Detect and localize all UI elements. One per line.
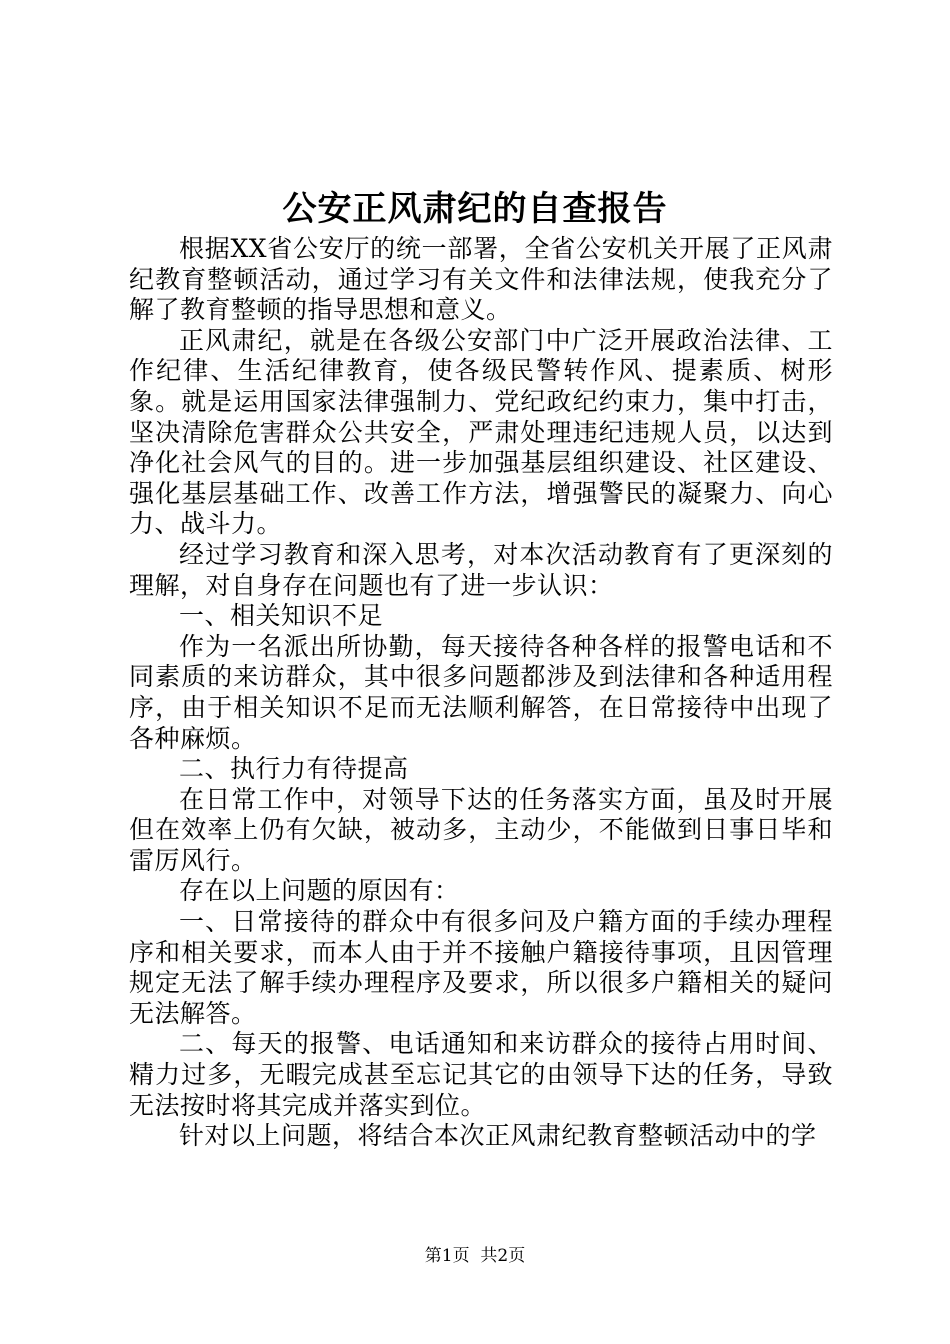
paragraph-intro: 根据XX省公安厅的统一部署，全省公安机关开展了正风肃纪教育整顿活动，通过学习有关文件和法律法规，使我充分了解了教育整顿的指导思想和意义。: [129, 234, 833, 325]
section-heading-execution: 二、执行力有待提高: [179, 754, 409, 784]
paragraph-reflection: 经过学习教育和深入思考，对本次活动教育有了更深刻的理解，对自身存在问题也有了进一步认识：: [129, 539, 833, 600]
document-title: 公安正风肃纪的自查报告: [282, 189, 668, 229]
paragraph-knowledge: 作为一名派出所协勤，每天接待各种各样的报警电话和不同素质的来访群众，其中很多问题都涉及到法律和各种适用程序，由于相关知识不足而无法顺利解答，在日常接待中出现了各种麻烦。: [129, 631, 833, 753]
page-footer: [0, 1244, 950, 1268]
page-number-total: 共2页: [480, 1246, 526, 1266]
paragraph-cause-two: 二、每天的报警、电话通知和来访群众的接待占用时间、精力过多，无暇完成甚至忘记其它的由领导下达的任务，导致无法按时将其完成并落实到位。: [129, 1029, 833, 1120]
document-body: [129, 234, 833, 1152]
paragraph-measures: 针对以上问题，将结合本次正风肃纪教育整顿活动中的学: [179, 1121, 817, 1151]
paragraph-execution: 在日常工作中，对领导下达的任务落实方面，虽及时开展但在效率上仍有欠缺，被动多，主动少，不能做到日事日毕和雷厉风行。: [129, 784, 833, 875]
paragraph-definition: 正风肃纪，就是在各级公安部门中广泛开展政治法律、工作纪律、生活纪律教育，使各级民警转作风、提素质、树形象。就是运用国家法律强制力、党纪政纪约束力，集中打击，坚决清除危害群众公共安全，严肃处理违纪违规人员，以达到净化社会风气的目的。进一步加强基层组织建设、社区建设、强化基层基础工作、改善工作方法，增强警民的凝聚力、向心力、战斗力。: [129, 325, 833, 539]
page-number-current: 第1页: [424, 1246, 470, 1266]
section-heading-causes: 存在以上问题的原因有：: [179, 876, 460, 906]
section-heading-knowledge: 一、相关知识不足: [179, 601, 384, 631]
paragraph-cause-one: 一、日常接待的群众中有很多问及户籍方面的手续办理程序和相关要求，而本人由于并不接触户籍接待事项，且因管理规定无法了解手续办理程序及要求，所以很多户籍相关的疑问无法解答。: [129, 907, 833, 1028]
